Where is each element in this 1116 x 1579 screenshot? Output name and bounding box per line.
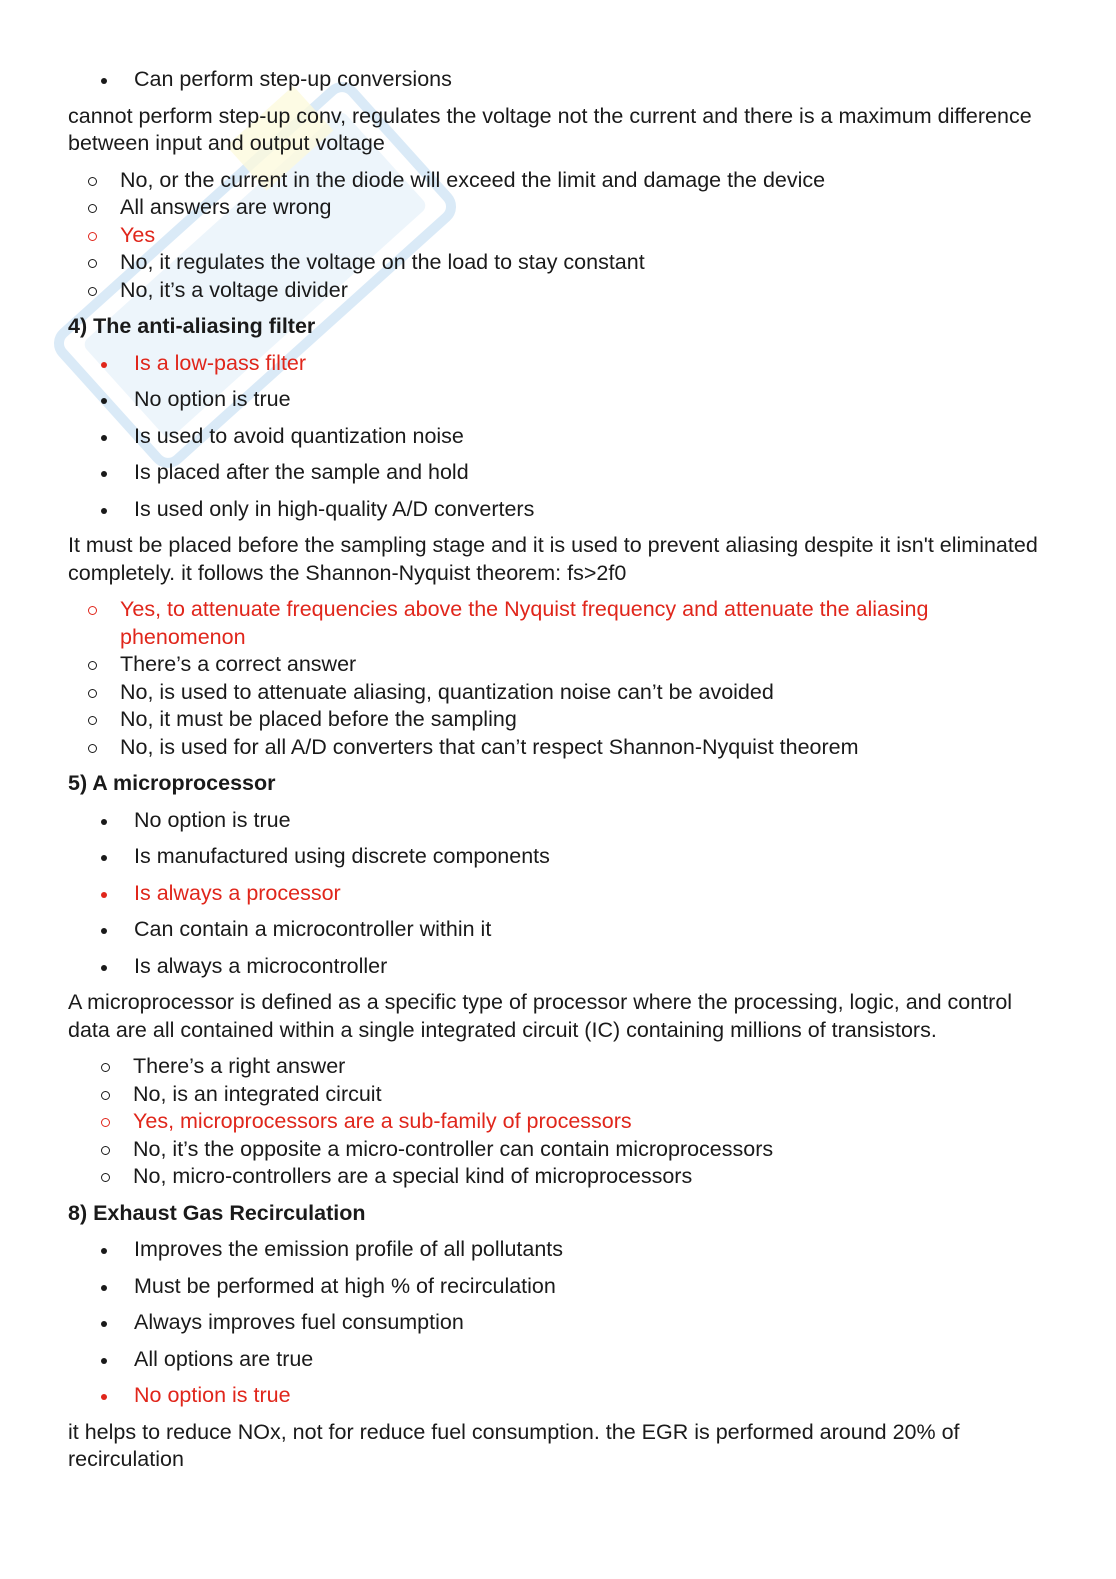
- q4-response: No, is used for all A/D converters that can’t respect Shannon-Nyquist theorem: [68, 734, 1048, 762]
- q4-options-list: [68, 350, 1048, 524]
- q5-options-list: [68, 807, 1048, 981]
- q3-option: Can perform step-up conversions: [68, 66, 1048, 94]
- q5-response-correct: Yes, microprocessors are a sub-family of processors: [68, 1108, 1048, 1136]
- q8-option: Must be performed at high % of recirculation: [68, 1273, 1048, 1301]
- q4-responses-list: [68, 596, 1048, 761]
- q4-option: No option is true: [68, 386, 1048, 414]
- q8-option-correct: No option is true: [68, 1382, 1048, 1410]
- q3-response: No, it regulates the voltage on the load to stay constant: [68, 249, 1048, 277]
- q5-heading: 5) A microprocessor: [68, 771, 276, 795]
- q4-option: Is placed after the sample and hold: [68, 459, 1048, 487]
- q8-explanation: it helps to reduce NOx, not for reduce fuel consumption. the EGR is performed around 20% of recirculation: [68, 1419, 960, 1471]
- q4-heading: 4) The anti-aliasing filter: [68, 314, 316, 338]
- q5-option: No option is true: [68, 807, 1048, 835]
- q5-response: No, is an integrated circuit: [68, 1081, 1048, 1109]
- q3-response: No, or the current in the diode will exceed the limit and damage the device: [68, 167, 1048, 195]
- document-content: [68, 66, 1048, 1483]
- q5-response: There’s a right answer: [68, 1053, 1048, 1081]
- q4-option-correct: Is a low-pass filter: [68, 350, 1048, 378]
- q4-response-correct: Yes, to attenuate frequencies above the Nyquist frequency and attenuate the aliasing phenomenon: [68, 596, 1048, 651]
- q4-option: Is used to avoid quantization noise: [68, 423, 1048, 451]
- q8-options-list: [68, 1236, 1048, 1410]
- q4-response: No, it must be placed before the sampling: [68, 706, 1048, 734]
- q5-response: No, it’s the opposite a micro-controller can contain microprocessors: [68, 1136, 1048, 1164]
- q3-explanation: cannot perform step-up conv, regulates the voltage not the current and there is a maximum difference between input and output voltage: [68, 103, 1032, 155]
- q4-response: There’s a correct answer: [68, 651, 1048, 679]
- q5-explanation: A microprocessor is defined as a specific type of processor where the processing, logic, and control data are all contained within a single integrated circuit (IC) containing millions of transistors.: [68, 990, 1013, 1042]
- q5-option: Is always a microcontroller: [68, 953, 1048, 981]
- q5-response: No, micro-controllers are a special kind of microprocessors: [68, 1163, 1048, 1191]
- q3-responses-list: [68, 167, 1048, 305]
- q3-response-correct: Yes: [68, 222, 1048, 250]
- q8-option: Always improves fuel consumption: [68, 1309, 1048, 1337]
- q8-option: All options are true: [68, 1346, 1048, 1374]
- q8-heading: 8) Exhaust Gas Recirculation: [68, 1200, 366, 1225]
- q5-responses-list: [68, 1053, 1048, 1191]
- q4-response: No, is used to attenuate aliasing, quantization noise can’t be avoided: [68, 679, 1048, 707]
- q3-options-list: [68, 66, 1048, 94]
- q4-explanation: It must be placed before the sampling stage and it is used to prevent aliasing despite it isn't eliminated completely. it follows the Shannon-Nyquist theorem: fs>2f0: [68, 533, 1038, 585]
- q3-response: No, it’s a voltage divider: [68, 277, 1048, 305]
- q4-option: Is used only in high-quality A/D converters: [68, 496, 1048, 524]
- q5-option: Can contain a microcontroller within it: [68, 916, 1048, 944]
- q5-option: Is manufactured using discrete components: [68, 843, 1048, 871]
- q3-response: All answers are wrong: [68, 194, 1048, 222]
- q5-option-correct: Is always a processor: [68, 880, 1048, 908]
- q8-option: Improves the emission profile of all pollutants: [68, 1236, 1048, 1264]
